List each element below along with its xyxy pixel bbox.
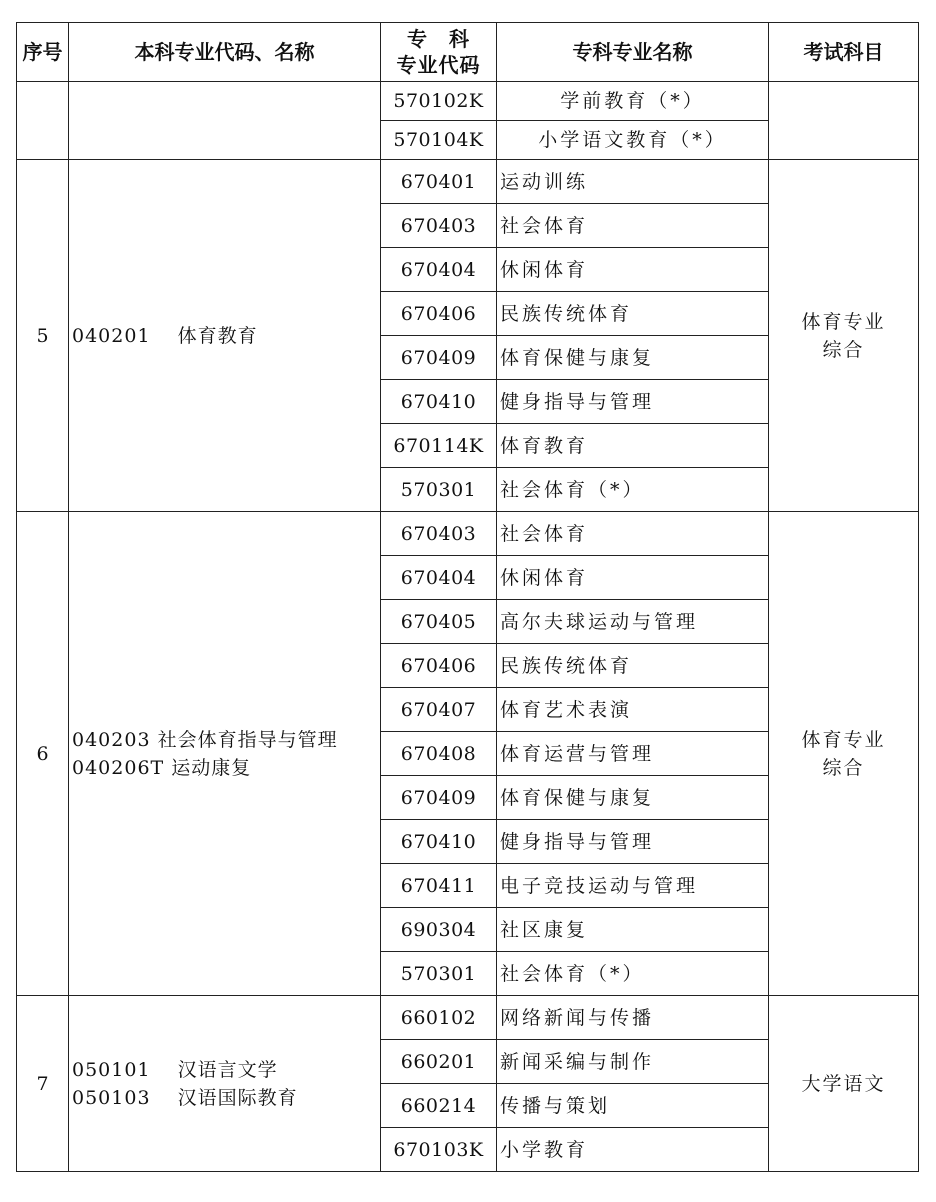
code-cell: 660201 (381, 1040, 497, 1084)
spec-name-cell: 体育保健与康复 (497, 776, 769, 820)
code-cell: 670403 (381, 204, 497, 248)
major-line: 040206T 运动康复 (72, 756, 252, 779)
code-cell: 660102 (381, 996, 497, 1040)
header-exam: 考试科目 (769, 23, 919, 82)
seq-cell: 5 (17, 160, 69, 512)
spec-name-cell: 体育教育 (497, 424, 769, 468)
code-cell: 670403 (381, 512, 497, 556)
header-code (381, 23, 497, 82)
table-header-row (17, 23, 919, 82)
exam-line: 大学语文 (801, 1072, 886, 1095)
spec-name-cell: 休闲体育 (497, 248, 769, 292)
exam-line: 综合 (822, 338, 865, 361)
spec-name-cell: 新闻采编与制作 (497, 1040, 769, 1084)
seq-cell: 6 (17, 512, 69, 996)
code-cell: 570301 (381, 468, 497, 512)
code-cell: 670408 (381, 732, 497, 776)
code-cell: 660214 (381, 1084, 497, 1128)
spec-name-cell: 社会体育 (497, 204, 769, 248)
code-cell: 670409 (381, 776, 497, 820)
spec-name-cell: 体育保健与康复 (497, 336, 769, 380)
spec-name-cell: 体育艺术表演 (497, 688, 769, 732)
spec-name-cell: 民族传统体育 (497, 292, 769, 336)
spec-name-cell: 电子竞技运动与管理 (497, 864, 769, 908)
code-cell: 670406 (381, 644, 497, 688)
header-seq: 序号 (17, 23, 69, 82)
code-cell: 670410 (381, 380, 497, 424)
code-cell: 570301 (381, 952, 497, 996)
exam-line: 综合 (822, 756, 865, 779)
code-cell: 670410 (381, 820, 497, 864)
exam-cell (769, 160, 919, 512)
code-cell: 670404 (381, 248, 497, 292)
seq-cell (17, 82, 69, 160)
major-cell (69, 160, 381, 512)
spec-name-cell: 社区康复 (497, 908, 769, 952)
spec-name-cell: 社会体育（*） (497, 468, 769, 512)
header-code-line1: 专 科 (407, 27, 470, 51)
major-cell (69, 512, 381, 996)
header-major: 本科专业代码、名称 (69, 23, 381, 82)
code-cell: 570102K (381, 82, 497, 121)
exam-line: 体育专业 (801, 728, 886, 751)
header-code-line2: 专业代码 (396, 53, 481, 77)
major-cell (69, 996, 381, 1172)
spec-name-cell: 健身指导与管理 (497, 380, 769, 424)
table-row (17, 512, 919, 556)
major-cell (69, 82, 381, 160)
code-cell: 670404 (381, 556, 497, 600)
major-table (16, 22, 919, 1172)
major-line: 040203 社会体育指导与管理 (72, 728, 338, 751)
spec-name-cell: 小学语文教育（*） (497, 121, 769, 160)
code-cell: 670406 (381, 292, 497, 336)
spec-name-cell: 体育运营与管理 (497, 732, 769, 776)
table-row (17, 160, 919, 204)
spec-name-cell: 休闲体育 (497, 556, 769, 600)
spec-name-cell: 传播与策划 (497, 1084, 769, 1128)
major-line: 040201 体育教育 (72, 324, 258, 347)
code-cell: 670103K (381, 1128, 497, 1172)
spec-name-cell: 网络新闻与传播 (497, 996, 769, 1040)
exam-cell (769, 82, 919, 160)
code-cell: 670407 (381, 688, 497, 732)
spec-name-cell: 社会体育（*） (497, 952, 769, 996)
spec-name-cell: 民族传统体育 (497, 644, 769, 688)
table-row (17, 82, 919, 121)
exam-cell (769, 512, 919, 996)
code-cell: 670114K (381, 424, 497, 468)
code-cell: 690304 (381, 908, 497, 952)
table-row (17, 996, 919, 1040)
spec-name-cell: 学前教育（*） (497, 82, 769, 121)
major-line: 050101 汉语言文学 (72, 1058, 278, 1081)
spec-name-cell: 运动训练 (497, 160, 769, 204)
seq-cell: 7 (17, 996, 69, 1172)
spec-name-cell: 社会体育 (497, 512, 769, 556)
header-spec-name: 专科专业名称 (497, 23, 769, 82)
spec-name-cell: 健身指导与管理 (497, 820, 769, 864)
spec-name-cell: 小学教育 (497, 1128, 769, 1172)
exam-line: 体育专业 (801, 310, 886, 333)
code-cell: 670405 (381, 600, 497, 644)
code-cell: 570104K (381, 121, 497, 160)
major-line: 050103 汉语国际教育 (72, 1086, 298, 1109)
code-cell: 670409 (381, 336, 497, 380)
exam-cell (769, 996, 919, 1172)
code-cell: 670401 (381, 160, 497, 204)
code-cell: 670411 (381, 864, 497, 908)
spec-name-cell: 高尔夫球运动与管理 (497, 600, 769, 644)
